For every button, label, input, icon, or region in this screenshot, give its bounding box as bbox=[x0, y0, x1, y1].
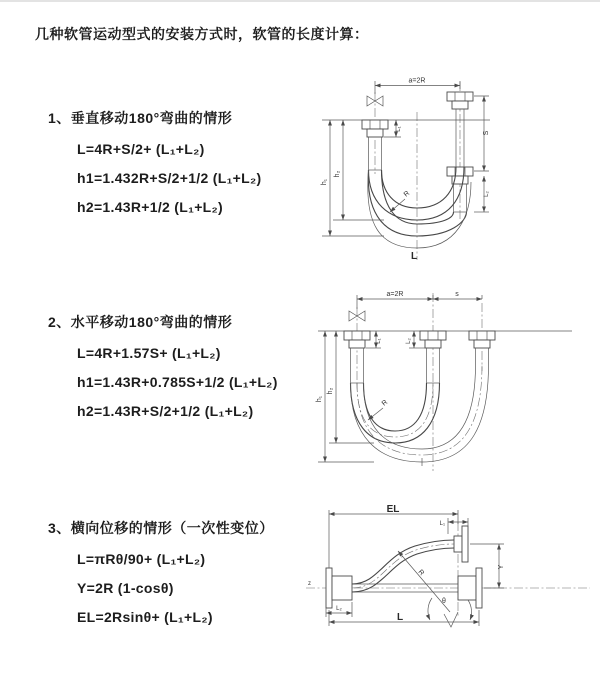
right-flange bbox=[458, 568, 482, 608]
dim-a2r-label: a=2R bbox=[408, 77, 426, 85]
upper-flange bbox=[454, 526, 468, 562]
diagram-2 bbox=[300, 285, 600, 475]
dim-l2-label: L₂ bbox=[336, 606, 342, 612]
section-3-heading: 3、横向位移的情形（一次性变位） bbox=[48, 520, 274, 536]
dim-el-label: EL bbox=[386, 504, 400, 515]
section-2-heading: 2、水平移动180°弯曲的情形 bbox=[48, 314, 233, 330]
dim-s-label: s bbox=[455, 291, 459, 298]
formula-line: h1=1.43R+0.785S+1/2 (L₁+L₂) bbox=[77, 374, 278, 390]
dimension-l2 bbox=[474, 176, 490, 212]
dimension-s bbox=[474, 96, 490, 171]
left-flange bbox=[326, 568, 352, 608]
dim-a2r-label: a=2R bbox=[386, 291, 404, 298]
formula-line: h2=1.43R+S/2+1/2 (L₁+L₂) bbox=[77, 403, 254, 419]
formula-line: L=4R+1.57S+ (L₁+L₂) bbox=[77, 345, 221, 361]
dim-h1-label: h₁ bbox=[321, 178, 328, 186]
diagram-3 bbox=[298, 500, 598, 655]
radius-label: R bbox=[416, 568, 426, 578]
radius-label: R bbox=[402, 189, 412, 199]
angle-annotation bbox=[428, 598, 472, 627]
page-title: 几种软管运动型式的安装方式时，软管的长度计算： bbox=[35, 26, 369, 42]
hose-u-bend-displaced bbox=[351, 365, 489, 466]
centerlines bbox=[357, 293, 482, 471]
dim-s-label: S bbox=[483, 130, 490, 136]
section-2 bbox=[48, 312, 308, 419]
dim-l-label: L bbox=[396, 612, 404, 623]
dimension-a2r bbox=[357, 291, 482, 309]
section-1-heading: 1、垂直移动180°弯曲的情形 bbox=[48, 110, 233, 126]
dim-l1-label: L₁ bbox=[396, 126, 402, 132]
dim-l2-label: L₂ bbox=[406, 338, 412, 344]
section-3 bbox=[48, 518, 308, 625]
formula-line: h2=1.43R+1/2 (L₁+L₂) bbox=[77, 199, 224, 215]
formula-line: h1=1.432R+S/2+1/2 (L₁+L₂) bbox=[77, 170, 262, 186]
dim-y-label: Y bbox=[498, 564, 505, 570]
dim-h1-label: h₁ bbox=[316, 395, 323, 403]
dim-l1-label: L₁ bbox=[439, 521, 445, 527]
formula-line: L=πRθ/90+ (L₁+L₂) bbox=[77, 551, 206, 567]
formula-line: L=4R+S/2+ (L₁+L₂) bbox=[77, 141, 205, 157]
dimension-a2r bbox=[375, 78, 460, 95]
diagram-1-drawing bbox=[300, 70, 600, 265]
radius-label: R bbox=[380, 398, 390, 408]
radius-callout bbox=[390, 190, 411, 212]
dim-h2-label: h₂ bbox=[334, 170, 341, 178]
centerlines bbox=[306, 522, 590, 618]
dimension-l bbox=[329, 610, 479, 626]
formula-line: EL=2Rsinθ+ (L₁+L₂) bbox=[77, 609, 213, 625]
dim-h2-label: h₂ bbox=[327, 387, 334, 395]
dimension-h1 bbox=[316, 331, 374, 462]
dim-l1-label: L₁ bbox=[376, 338, 382, 344]
radius-callout bbox=[368, 399, 389, 420]
diagram-1 bbox=[300, 70, 600, 265]
diagram-3-drawing bbox=[298, 500, 598, 655]
angle-label: θ bbox=[442, 598, 446, 605]
diagram-2-drawing bbox=[300, 285, 600, 475]
dim-l2-label: L₂ bbox=[484, 191, 490, 197]
datum-label: z bbox=[308, 581, 311, 587]
section-1 bbox=[48, 108, 308, 215]
length-label: L bbox=[410, 251, 418, 262]
formula-line: Y=2R (1-cosθ) bbox=[77, 580, 174, 596]
